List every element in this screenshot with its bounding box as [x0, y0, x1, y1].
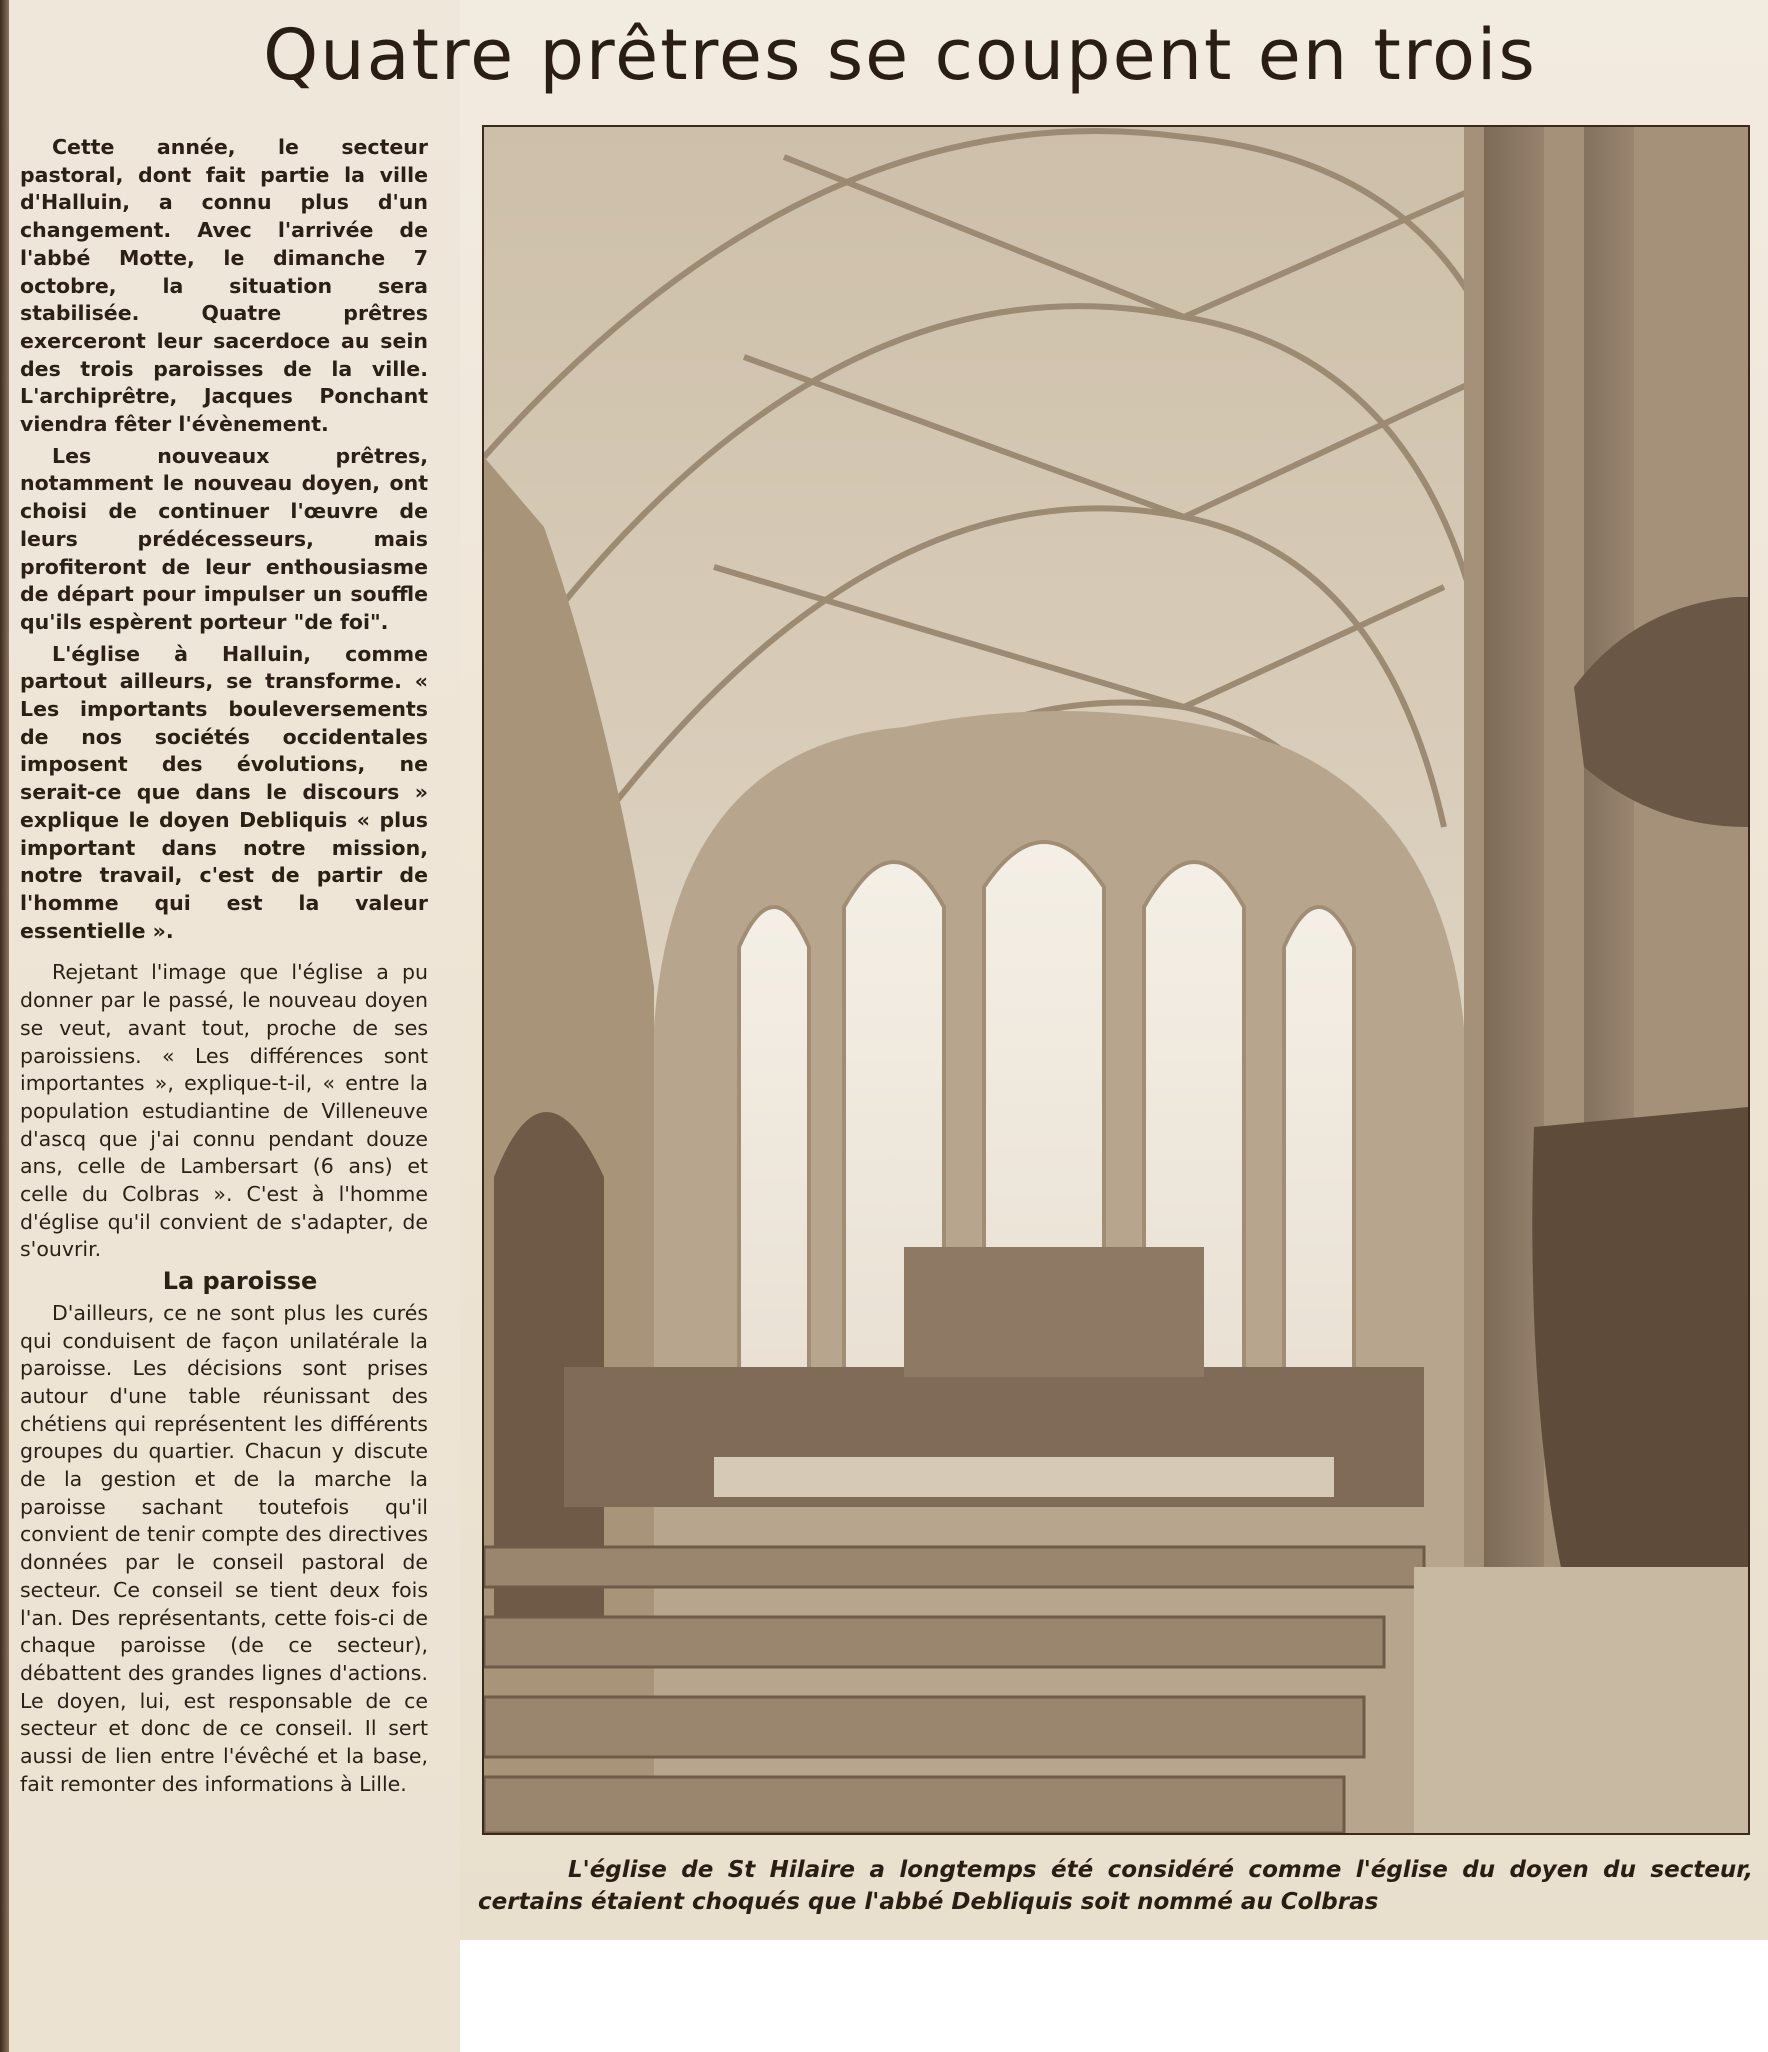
article-column [20, 134, 428, 1802]
photo-caption: L'église de St Hilaire a longtemps été considéré comme l'église du doyen du secteur, certains étaient choqués que l'abbé Debliquis soit nommé au Colbras [478, 1857, 1753, 1915]
paragraph-new-priests: Les nouveaux prêtres, notamment le nouveau doyen, ont choisi de continuer l'œuvre de leurs prédécesseurs, mais profiteront de leur enthousiasme de départ pour impulser un souffle qu'ils espèrent porteur "de foi". [20, 443, 428, 634]
headline: Quatre prêtres se coupent en trois [263, 14, 1537, 96]
paragraph-parish: D'ailleurs, ce ne sont plus les curés qui conduisent de façon unilatérale la paroisse. Les décisions sont prises autour d'une table réunissant des chétiens qui représentent les différents groupes du quartier. Chacun y discute de la gestion et de la marche la paroisse sachant toutefois qu'il convient de tenir compte des directives données par le conseil pastoral de secteur. Ce conseil se tient deux fois l'an. Des représentants, cette fois-ci de chaque paroisse (de ce secteur), débattent des grandes lignes d'actions. Le doyen, lui, est responsable de ce secteur et donc de ce conseil. Il sert aussi de lien entre l'évêché et la base, fait remonter des informations à Lille. [20, 1300, 428, 1796]
paragraph-church-transforms: L'église à Halluin, comme partout ailleurs, se transforme. « Les importants bouleversements de nos sociétés occidentales imposent des évolutions, ne serait-ce que dans le discours » explique le doyen Debliquis « plus important dans notre mission, notre travail, c'est de partir de l'homme qui est la valeur essentielle ». [20, 641, 428, 943]
paragraph-new-dean: Rejetant l'image que l'église a pu donner par le passé, le nouveau doyen se veut, avant tout, proche de ses paroissiens. « Les différences sont importantes », explique-t-il, « entre la population estudiantine de Villeneuve d'ascq que j'ai connu pendant douze ans, celle de Lambersart (6 ans) et celle du Colbras ». C'est à l'homme d'église qu'il convient de s'adapter, de s'ouvrir. [20, 960, 428, 1262]
church-interior-photo [482, 125, 1750, 1835]
paragraph-intro: Cette année, le secteur pastoral, dont fait partie la ville d'Halluin, a connu plus d'un changement. Avec l'arrivée de l'abbé Motte, le dimanche 7 octobre, la situation sera stabilisée. Quatre prêtres exerceront leur sacerdoce au sein des trois paroisses de la ville. L'archiprêtre, Jacques Ponchant viendra fêter l'évènement. [20, 135, 428, 437]
clipping-edge [0, 0, 9, 2052]
subheading-la-paroisse: La paroisse [162, 1267, 318, 1296]
